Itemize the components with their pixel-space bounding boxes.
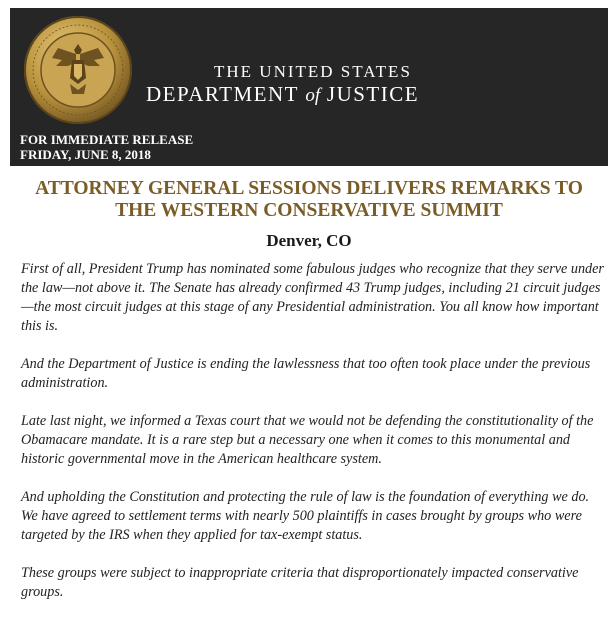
article-body	[21, 260, 607, 621]
release-date: FRIDAY, JUNE 8, 2018	[20, 147, 151, 162]
body-paragraph: And upholding the Constitution and protecting the rule of law is the foundation of everything we do. We have agreed to settlement terms with nearly 500 plaintiffs in cases brought by groups who were targeted by the IRS when they applied for tax-exempt status.	[21, 489, 590, 543]
org-line-united-states: THE UNITED STATES	[214, 62, 412, 81]
article-title-line: ATTORNEY GENERAL SESSIONS DELIVERS REMARKS TO	[35, 178, 583, 199]
release-info	[20, 132, 193, 162]
org-word-justice: JUSTICE	[326, 82, 420, 106]
article-title-line: THE WESTERN CONSERVATIVE SUMMIT	[115, 200, 503, 221]
doj-seal-icon	[22, 14, 134, 126]
release-label: FOR IMMEDIATE RELEASE	[20, 132, 194, 147]
org-word-of: of	[305, 85, 321, 106]
body-paragraph: First of all, President Trump has nominated some fabulous judges who recognize that they serve under the law—not above it. The Senate has already confirmed 43 Trump judges, including 21 circuit judges—the most circuit judges at this stage of any Presidential administration. You all know how important this is.	[21, 261, 604, 334]
article-title	[10, 178, 608, 222]
body-paragraph: And the Department of Justice is ending the lawlessness that too often took place under the previous administration.	[21, 356, 591, 391]
dateline: Denver, CO	[266, 231, 352, 250]
org-word-department: DEPARTMENT	[146, 82, 299, 106]
body-paragraph: Late last night, we informed a Texas court that we would not be defending the constitutionality of the Obamacare mandate. It is a rare step but a necessary one when it comes to this monumental and historic governmental move in the American healthcare system.	[21, 413, 594, 467]
header-banner	[10, 8, 608, 166]
body-paragraph: These groups were subject to inappropriate criteria that disproportionately impacted conservative groups.	[21, 565, 579, 600]
org-line-department-of-justice	[146, 82, 419, 107]
